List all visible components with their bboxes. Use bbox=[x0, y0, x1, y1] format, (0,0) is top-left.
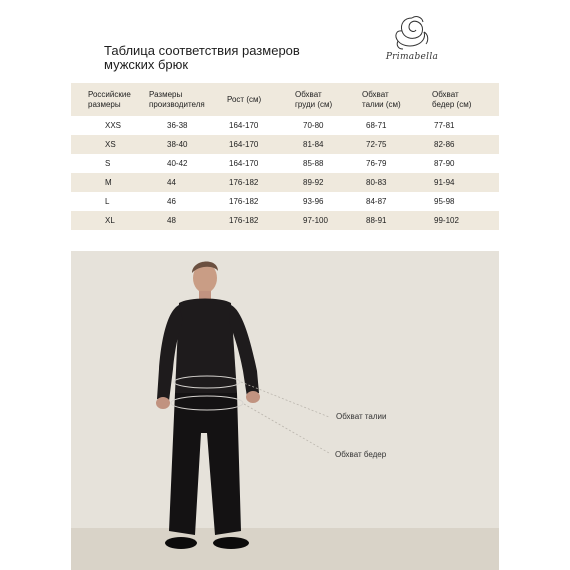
cell-hips: 87-90 bbox=[434, 159, 455, 168]
cell-chest: 81-84 bbox=[303, 140, 324, 149]
page-title bbox=[104, 44, 300, 72]
model-figure bbox=[71, 251, 499, 570]
cell-chest: 97-100 bbox=[303, 216, 328, 225]
cell-height: 164-170 bbox=[229, 121, 259, 130]
cell-waist: 88-91 bbox=[366, 216, 387, 225]
cell-height: 164-170 bbox=[229, 140, 259, 149]
cell-maker-size: 36-38 bbox=[167, 121, 188, 130]
header-waist: Обхват талии (см) bbox=[362, 89, 401, 109]
cell-maker-size: 46 bbox=[167, 197, 176, 206]
brand-logo bbox=[382, 14, 442, 68]
cell-height: 164-170 bbox=[229, 159, 259, 168]
header-maker-size: Размеры производителя bbox=[149, 89, 205, 109]
cell-hips: 99-102 bbox=[434, 216, 459, 225]
cell-waist: 72-75 bbox=[366, 140, 387, 149]
cell-ru-size: XS bbox=[105, 140, 116, 149]
model-trousers bbox=[169, 393, 241, 535]
table-row bbox=[71, 154, 499, 173]
cell-hips: 82-86 bbox=[434, 140, 455, 149]
header-ru-size: Российские размеры bbox=[88, 89, 131, 109]
cell-chest: 89-92 bbox=[303, 178, 324, 187]
cell-ru-size: L bbox=[105, 197, 110, 206]
cell-waist: 84-87 bbox=[366, 197, 387, 206]
cell-ru-size: XL bbox=[105, 216, 115, 225]
header-height: Рост (см) bbox=[227, 94, 262, 104]
cell-ru-size: XXS bbox=[105, 121, 122, 130]
table-row bbox=[71, 211, 499, 230]
cell-hips: 95-98 bbox=[434, 197, 455, 206]
cell-waist: 76-79 bbox=[366, 159, 387, 168]
cell-ru-size: M bbox=[105, 178, 112, 187]
cell-height: 176-182 bbox=[229, 197, 259, 206]
table-header bbox=[71, 83, 499, 116]
header-hips: Обхват бедер (см) bbox=[432, 89, 472, 109]
model-photo bbox=[71, 251, 499, 570]
cell-chest: 70-80 bbox=[303, 121, 324, 130]
cell-hips: 77-81 bbox=[434, 121, 455, 130]
cell-maker-size: 48 bbox=[167, 216, 176, 225]
rose-icon bbox=[390, 14, 434, 52]
table-row bbox=[71, 116, 499, 135]
header-chest: Обхват груди (см) bbox=[295, 89, 333, 109]
cell-height: 176-182 bbox=[229, 178, 259, 187]
hips-callout: Обхват бедер bbox=[335, 450, 387, 459]
table-body bbox=[71, 116, 499, 230]
logo-text: Primabella bbox=[385, 52, 439, 62]
title-line-2: мужских брюк bbox=[104, 57, 189, 72]
table-row bbox=[71, 173, 499, 192]
table-row bbox=[71, 192, 499, 211]
model-shirt bbox=[175, 299, 237, 394]
cell-ru-size: S bbox=[105, 159, 111, 168]
cell-chest: 93-96 bbox=[303, 197, 324, 206]
table-row bbox=[71, 135, 499, 154]
cell-chest: 85-88 bbox=[303, 159, 324, 168]
size-table bbox=[71, 83, 499, 230]
cell-waist: 80-83 bbox=[366, 178, 387, 187]
cell-maker-size: 38-40 bbox=[167, 140, 188, 149]
hips-leader bbox=[244, 404, 329, 453]
title-line-1: Таблица соответствия размеров bbox=[104, 43, 300, 58]
cell-maker-size: 40-42 bbox=[167, 159, 188, 168]
cell-waist: 68-71 bbox=[366, 121, 387, 130]
waist-callout: Обхват талии bbox=[336, 412, 387, 421]
cell-hips: 91-94 bbox=[434, 178, 455, 187]
cell-maker-size: 44 bbox=[167, 178, 176, 187]
cell-height: 176-182 bbox=[229, 216, 259, 225]
